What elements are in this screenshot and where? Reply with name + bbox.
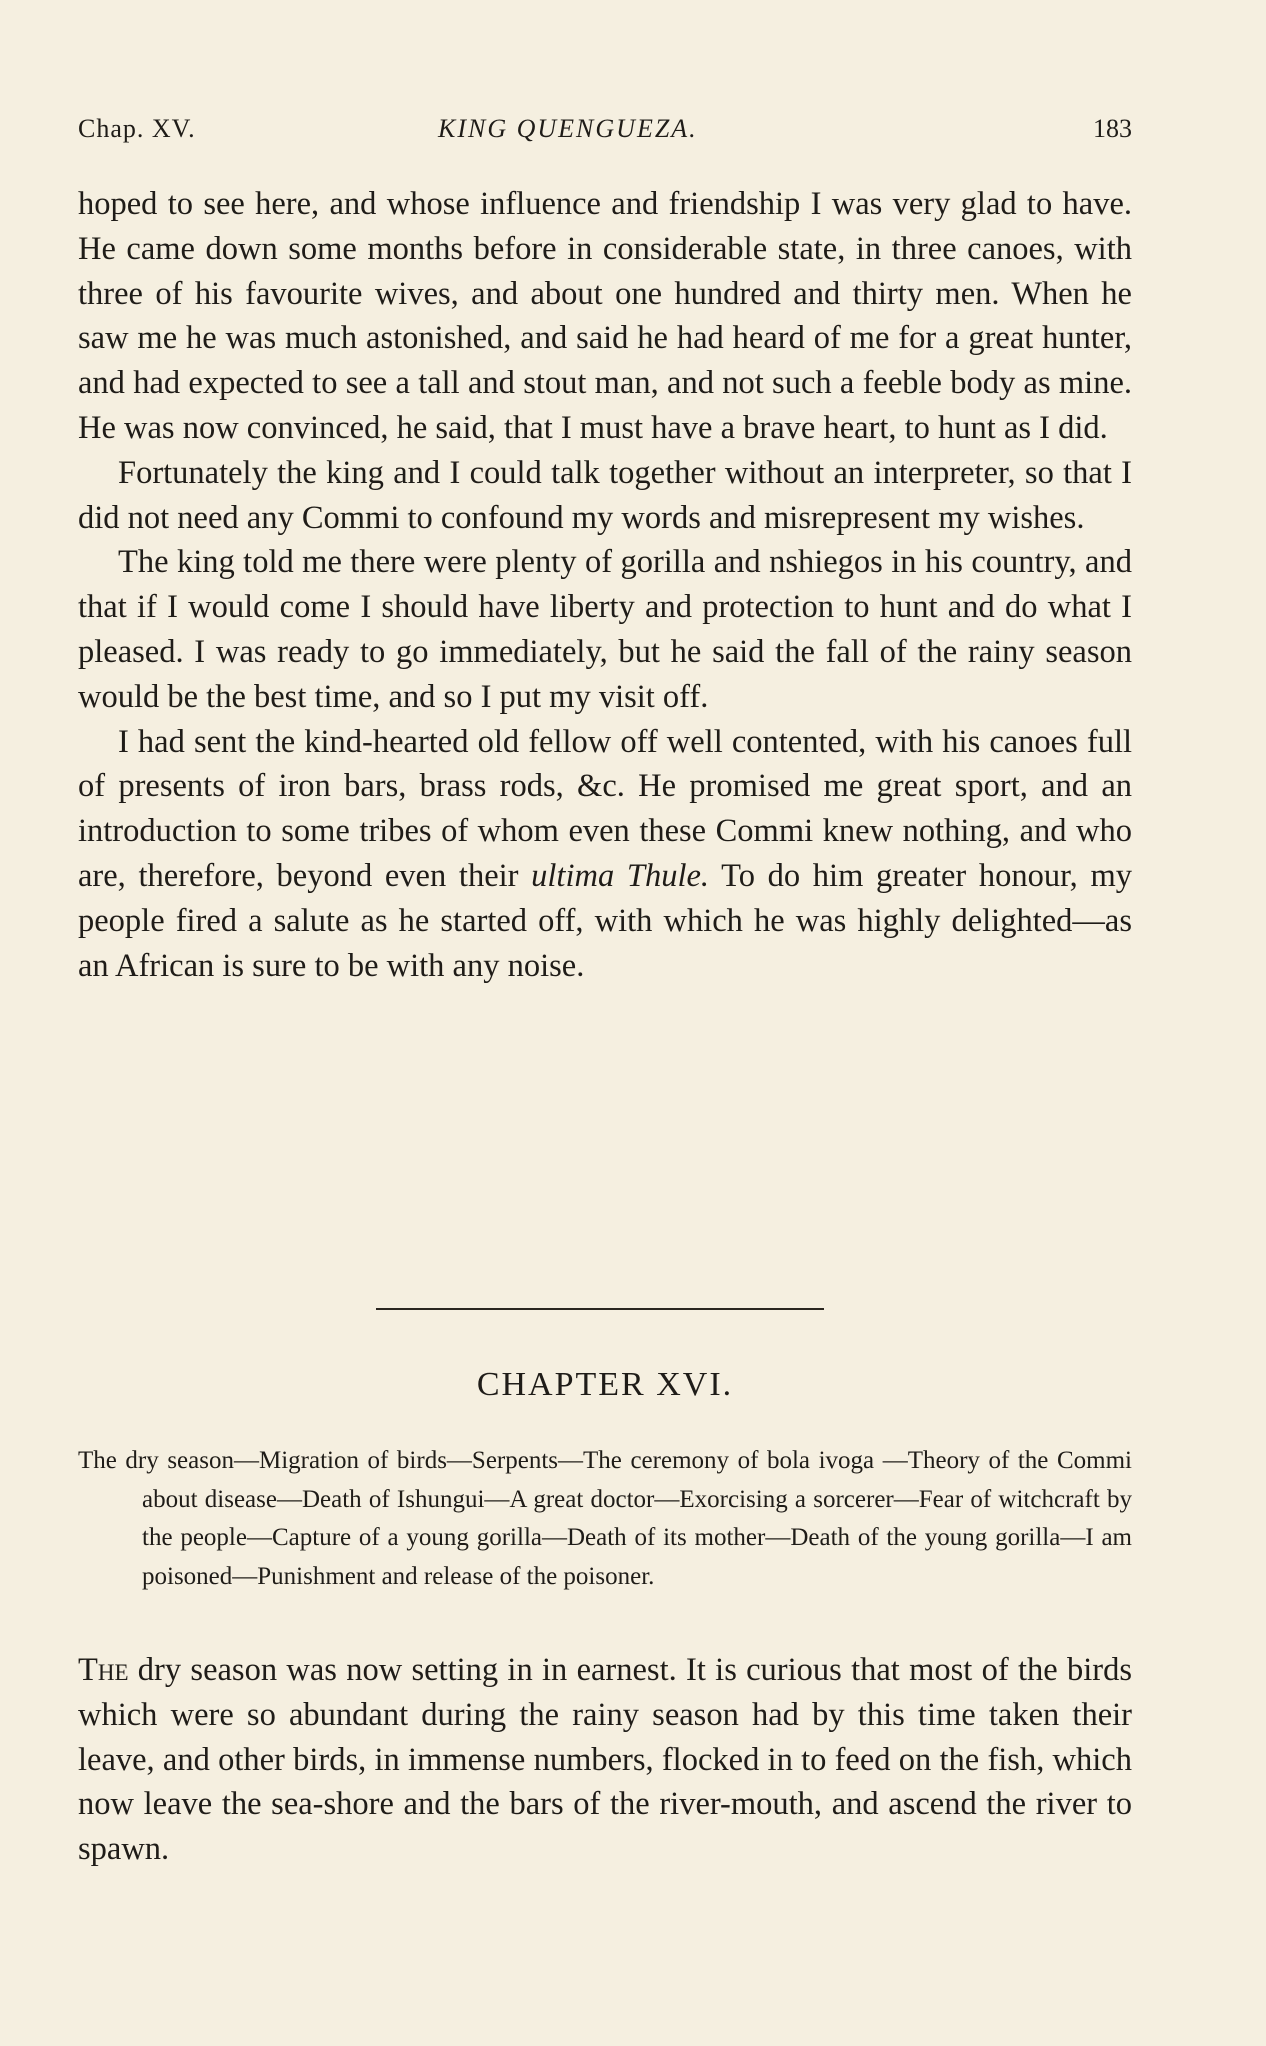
opening-paragraph [78, 1648, 1132, 1872]
section-divider [376, 1308, 824, 1310]
chapter-heading: CHAPTER XVI. [476, 1366, 734, 1403]
chapter-label: Chap. XV. [78, 114, 196, 143]
running-head [78, 114, 1132, 150]
paragraph: The king told me there were plenty of gorilla and nshiegos in his country, and that if I would come I should have liberty and protection to hunt and do what I pleased. I was ready to go immediately, but he said the fall of the rainy season would be the best time, and so I put my visit off. [78, 544, 1132, 715]
paragraph-text: dry season was now setting in in earnest. It is curious that most of the birds which were so abundant during the rainy season had by this time taken their leave, and other birds, in immense numbers, flocked in to feed on the fish, which now leave the sea-shore and the bars of the river-mouth, and ascend the river to spawn. [78, 1652, 1132, 1868]
opening-word: The [78, 1652, 129, 1688]
paragraph-text: I had sent the kind-hearted old fellow off well contented, with his canoes full of presents of iron bars, brass rods, &c. He promised me great sport, and an introduction to some tribes of whom even these Commi knew nothing, and who are, therefore, beyond even their [78, 723, 1132, 894]
page-title: KING QUENGUEZA. [438, 114, 698, 143]
paragraph [78, 720, 1132, 989]
italic-phrase: ultima Thule. [531, 857, 710, 894]
page-number: 183 [1093, 114, 1132, 143]
paragraph-text: To do him greater honour, my people fired a salute as he started off, with which he was highly delighted—as an African is sure to be with any noise. [78, 857, 1132, 984]
chapter-xv-text [78, 182, 1132, 988]
chapter-xvi-text [78, 1648, 1132, 1872]
paragraph: Fortunately the king and I could talk together without an interpreter, so that I did not need any Commi to confound my words and misrepresent my wishes. [78, 454, 1132, 536]
chapter-synopsis: The dry season—Migration of birds—Serpents—The ceremony of bola ivoga —Theory of the Commi about disease—Death of Ishungui—A great doctor—Exorcising a sorcerer—Fear of witchcraft by the people—Capture of a young gorilla—Death of its mother—Death of the young gorilla—I am poisoned—Punishment and release of the poisoner. [78, 1447, 1132, 1590]
paragraph: hoped to see here, and whose influence and friendship I was very glad to have. He came down some months before in considerable state, in three canoes, with three of his favourite wives, and about one hundred and thirty men. When he saw me he was much astonished, and said he had heard of me for a great hunter, and had expected to see a tall and stout man, and not such a feeble body as mine. He was now convinced, he said, that I must have a brave heart, to hunt as I did. [78, 186, 1132, 446]
